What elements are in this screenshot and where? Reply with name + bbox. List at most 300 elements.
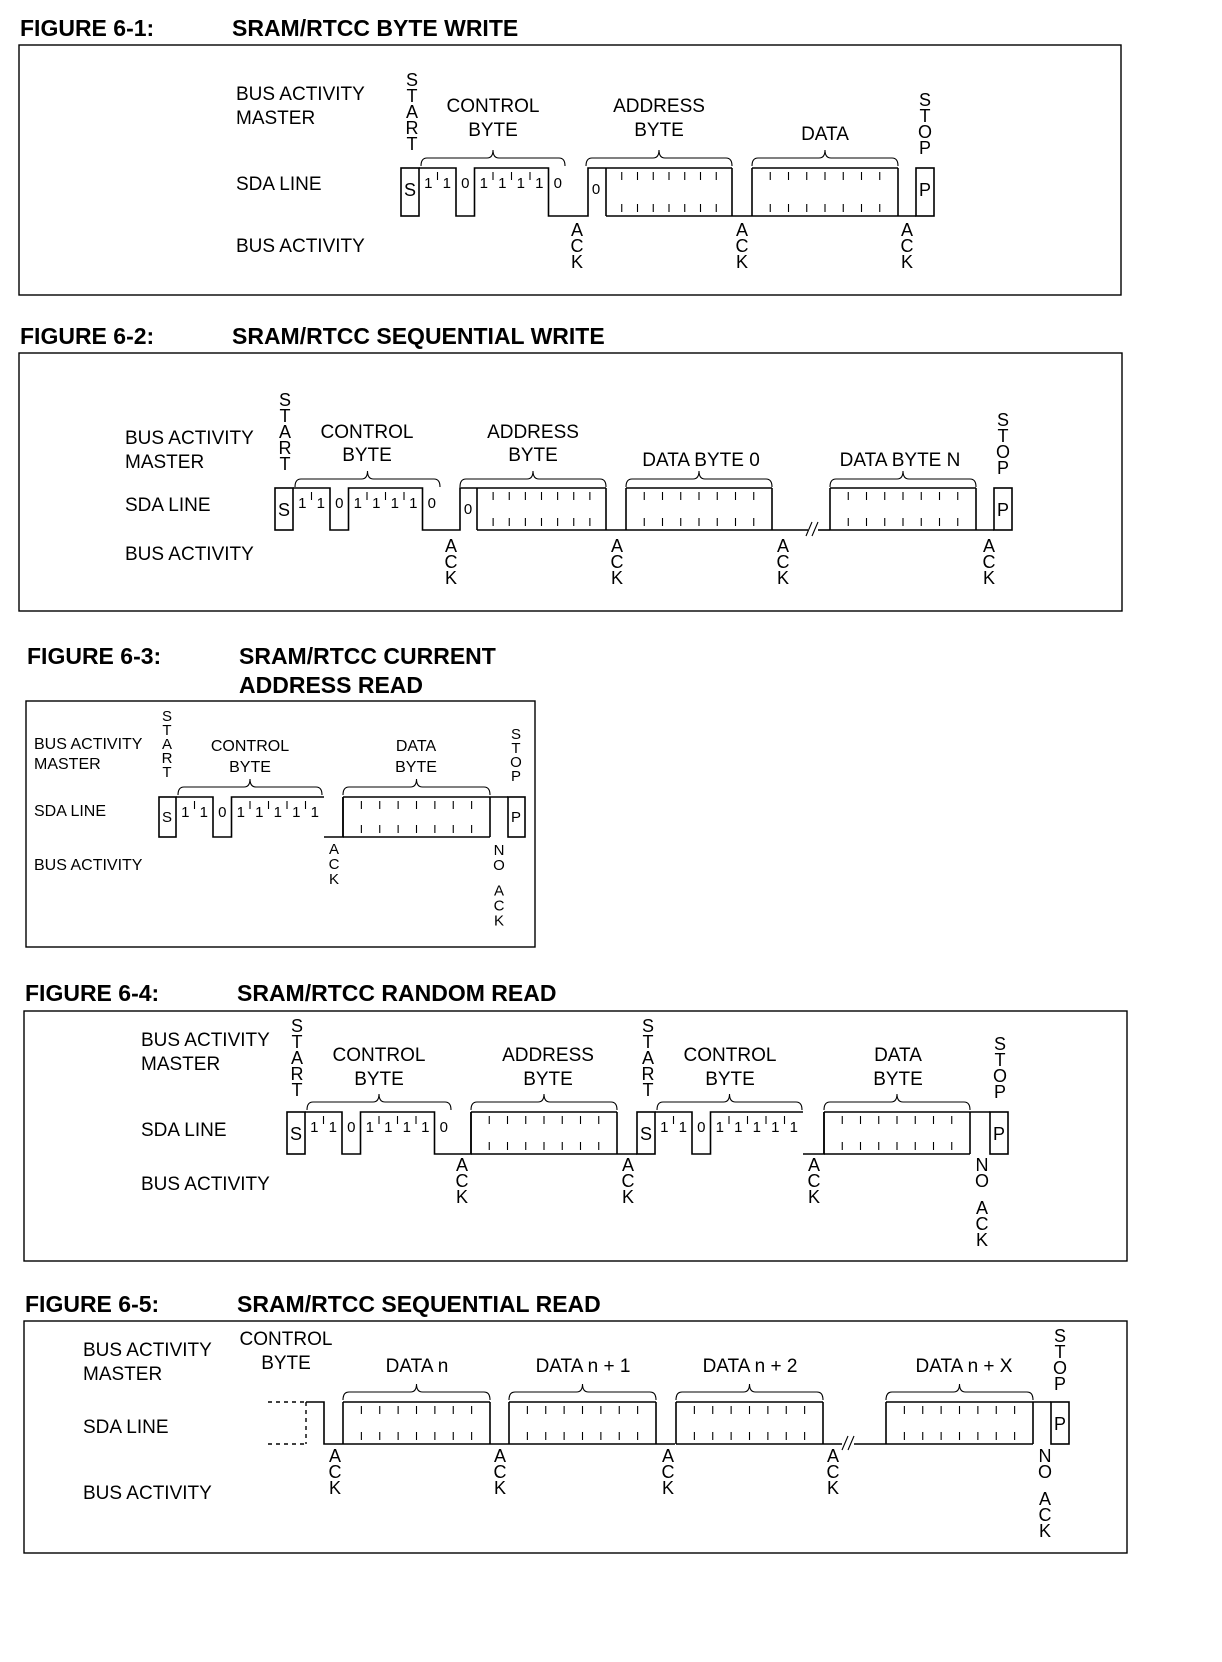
ack-label-letter: A: [661, 1446, 675, 1466]
bit-label: 1: [365, 1119, 374, 1136]
data-byte-0-label: DATA BYTE 0: [642, 450, 760, 471]
stop-label-letter: P: [993, 1082, 1007, 1102]
bit-label: 1: [424, 175, 433, 192]
ack-label-letter: C: [900, 236, 914, 256]
control-byte-waveform: [293, 488, 441, 530]
no-ack-label: [975, 1155, 989, 1250]
row-label-sda-line: SDA LINE: [141, 1120, 227, 1141]
ack-label: [571, 220, 584, 272]
fig-6-4-caption: [25, 980, 556, 1006]
data-brace: [343, 1384, 490, 1400]
row-label-bus-activity-master: MASTER: [83, 1364, 163, 1385]
start-box-letter: S: [161, 809, 173, 826]
break-marks: [806, 522, 818, 536]
figure-number: FIGURE 6-3:: [27, 643, 162, 669]
data-byte: [343, 1402, 490, 1444]
no-label-letter: O: [493, 857, 505, 874]
ack-label-letter: C: [1038, 1505, 1052, 1526]
ack-label-letter: K: [493, 912, 505, 930]
stop-box-letter: P: [992, 1124, 1006, 1144]
stop-box-letter: P: [996, 500, 1010, 520]
control-label: CONTROL: [332, 1045, 426, 1066]
ack-label-letter: C: [444, 552, 458, 572]
bit-label: 0: [591, 181, 601, 198]
ack-label-letter: C: [776, 552, 790, 572]
no-label-letter: N: [1038, 1446, 1052, 1466]
data-brace: [509, 1384, 656, 1400]
fig-6-1-diagram: [19, 45, 1121, 295]
bit-label: 1: [752, 1119, 761, 1136]
address-byte: [477, 488, 606, 530]
ack-label-letter: A: [735, 220, 749, 240]
stop-box-letter: P: [918, 180, 932, 200]
stop-label-letter: P: [1053, 1374, 1067, 1394]
address-label: ADDRESS: [613, 96, 705, 117]
figure-title: SRAM/RTCC SEQUENTIAL WRITE: [232, 323, 605, 349]
ack-label: [777, 536, 790, 588]
start-label: [406, 70, 419, 154]
figure-title: SRAM/RTCC SEQUENTIAL READ: [237, 1291, 601, 1317]
bit-label: 1: [789, 1119, 798, 1136]
start-label-letter: T: [291, 1080, 303, 1100]
control-label: BYTE: [261, 1353, 311, 1374]
ack-label-letter: A: [975, 1198, 989, 1219]
stop-label: [510, 726, 522, 785]
bit-label: 1: [421, 1119, 430, 1136]
control-label: CONTROL: [446, 96, 540, 117]
stop-label-letter: T: [511, 740, 521, 757]
start-label-letter: T: [279, 406, 291, 426]
ack-label-letter: C: [621, 1171, 635, 1191]
address-byte-brace: [586, 150, 732, 166]
fig-6-2-diagram: [19, 353, 1122, 611]
bit-label: 1: [328, 1119, 337, 1136]
control-byte-brace: [295, 471, 440, 487]
bit-label: 1: [516, 175, 525, 192]
ack-label-letter: K: [900, 252, 914, 272]
control-byte-brace: [178, 779, 322, 795]
stop-label-letter: T: [997, 426, 1009, 446]
stop-label-letter: O: [1052, 1358, 1068, 1378]
ack-label-letter: A: [621, 1155, 635, 1175]
data-brace: [343, 779, 490, 795]
ack-label-letter: A: [444, 536, 458, 556]
data-brace: [824, 1094, 970, 1110]
stop-label-letter: O: [992, 1066, 1008, 1086]
start-label-letter: A: [405, 102, 419, 122]
control-label: CONTROL: [683, 1045, 777, 1066]
control-byte-waveform: [176, 797, 324, 837]
row-label-bus-activity-master: MASTER: [141, 1054, 221, 1075]
bit-label: 1: [479, 175, 488, 192]
ack-label: [622, 1155, 635, 1207]
start-label: [279, 390, 292, 474]
ack-label: [329, 1446, 342, 1498]
ack-label-letter: A: [455, 1155, 469, 1175]
data-byte: [752, 168, 898, 216]
bit-label: 1: [402, 1119, 411, 1136]
stop-label-letter: O: [510, 754, 522, 771]
ack-label: [983, 536, 996, 588]
row-label-bus-activity: BUS ACTIVITY: [236, 236, 365, 257]
control-byte-brace: [421, 150, 565, 166]
bit-label: 0: [335, 495, 344, 512]
bit-label: 1: [353, 495, 362, 512]
ack-label-letter: K: [610, 568, 624, 588]
bit-label: 1: [384, 1119, 393, 1136]
bit-label: 1: [660, 1119, 669, 1136]
figure-title: ADDRESS READ: [239, 672, 424, 698]
control-byte-waveform: [655, 1112, 803, 1154]
ack-slot: [803, 1112, 824, 1154]
start-label-letter: R: [278, 438, 292, 458]
no-label-letter: O: [1037, 1462, 1053, 1482]
ack-label-letter: C: [455, 1171, 469, 1191]
stop-label-letter: P: [918, 138, 932, 158]
bit-label: 1: [678, 1119, 687, 1136]
bit-label: 1: [298, 495, 307, 512]
row-label-bus-activity-master: BUS ACTIVITY: [141, 1030, 270, 1051]
ack-label-letter: C: [570, 236, 584, 256]
start-label-letter: T: [291, 1032, 303, 1052]
start-box-letter: S: [277, 500, 291, 520]
ack-label-letter: K: [444, 568, 458, 588]
ack-label-letter: K: [621, 1187, 635, 1207]
fig-6-5-caption: [25, 1291, 601, 1317]
ack-label: [976, 1198, 989, 1250]
bit-label: 0: [553, 175, 562, 192]
ack-label-letter: K: [328, 871, 340, 888]
stop-box-letter: P: [510, 809, 522, 826]
bit-label: 0: [461, 175, 470, 192]
ack-label-letter: C: [328, 856, 340, 873]
start-label-letter: T: [279, 454, 291, 474]
bit-label: 1: [535, 175, 544, 192]
row-label-bus-activity: BUS ACTIVITY: [125, 544, 254, 565]
ack-label-letter: A: [900, 220, 914, 240]
stop-label-letter: P: [996, 458, 1010, 478]
ack-label-letter: C: [493, 897, 505, 915]
row-label-bus-activity-master: BUS ACTIVITY: [83, 1340, 212, 1361]
ack-label: [1039, 1489, 1052, 1541]
stop-label-letter: T: [1054, 1342, 1066, 1362]
figure-title: SRAM/RTCC RANDOM READ: [237, 980, 557, 1006]
control-byte-waveform: [305, 1112, 453, 1154]
start-label-letter: A: [290, 1048, 304, 1068]
address-byte: [471, 1112, 617, 1154]
ack-label-letter: K: [975, 1230, 989, 1251]
stop-label: [918, 90, 932, 158]
ack-slot: [306, 1402, 343, 1444]
start-label: [162, 708, 173, 781]
data-byte: [676, 1402, 823, 1444]
ack-label-letter: A: [610, 536, 624, 556]
figure-frame: [19, 353, 1122, 611]
no-label: [975, 1155, 989, 1191]
control-label: BYTE: [342, 445, 392, 466]
ack-label-letter: C: [826, 1462, 840, 1482]
ack-label-letter: C: [807, 1171, 821, 1191]
row-label-bus-activity-master: BUS ACTIVITY: [236, 84, 365, 105]
data-label: DATA n + 1: [535, 1356, 631, 1377]
ack-label-letter: C: [735, 236, 749, 256]
data-label: DATA n + 2: [702, 1356, 798, 1377]
bit-label: 1: [236, 804, 245, 821]
data-label: BYTE: [395, 759, 437, 776]
ack-label-letter: A: [493, 882, 505, 900]
fig-6-2-caption: [20, 323, 605, 349]
control-label: CONTROL: [210, 738, 290, 755]
start-label-letter: R: [161, 750, 173, 767]
stop-label-letter: P: [510, 768, 522, 785]
data-label: DATA: [801, 124, 849, 145]
start-label-letter: T: [406, 86, 418, 106]
bit-label: 1: [181, 804, 190, 821]
control-label: BYTE: [354, 1069, 404, 1090]
stop-label-letter: S: [996, 410, 1010, 430]
ack-label: [456, 1155, 469, 1207]
no-label-letter: N: [493, 842, 505, 859]
start-box-letter: S: [289, 1124, 303, 1144]
stop-label-letter: S: [1053, 1326, 1067, 1346]
start-label-letter: S: [278, 390, 292, 410]
ack-label-letter: C: [328, 1462, 342, 1482]
ack-label-letter: A: [776, 536, 790, 556]
row-label-sda-line: SDA LINE: [125, 495, 211, 516]
ack-label-letter: C: [975, 1214, 989, 1235]
ack-label-letter: K: [328, 1478, 342, 1498]
address-label: BYTE: [508, 445, 558, 466]
bit-label: 1: [273, 804, 282, 821]
start-label-letter: A: [161, 736, 173, 753]
bit-label: 1: [409, 495, 418, 512]
restart-label-letter: S: [641, 1016, 655, 1036]
bit-label: 0: [463, 501, 473, 518]
figure-number: FIGURE 6-4:: [25, 980, 160, 1006]
control-label: CONTROL: [239, 1329, 333, 1350]
fig-6-3-diagram: [26, 701, 535, 947]
stop-label: [993, 1034, 1007, 1102]
ack-slot: [324, 797, 343, 837]
figure-title: SRAM/RTCC CURRENT: [239, 643, 496, 669]
ack-label-letter: C: [661, 1462, 675, 1482]
data-byte-0: [626, 488, 772, 530]
fig-6-3-caption: [27, 643, 496, 698]
ack-label-letter: A: [1038, 1489, 1052, 1510]
data-label: DATA n: [385, 1356, 449, 1377]
ack-label-letter: A: [982, 536, 996, 556]
start-label: [291, 1016, 304, 1100]
stop-label: [1053, 1326, 1067, 1394]
stop-label-letter: O: [917, 122, 933, 142]
bit-label: 1: [372, 495, 381, 512]
ack-label: [808, 1155, 821, 1207]
data-brace: [886, 1384, 1033, 1400]
figure-number: FIGURE 6-2:: [20, 323, 155, 349]
address-label: BYTE: [634, 120, 684, 141]
address-byte: [606, 168, 732, 216]
restart-label-letter: A: [641, 1048, 655, 1068]
start-label-letter: A: [278, 422, 292, 442]
control-byte-brace: [307, 1094, 451, 1110]
ack-label-letter: A: [328, 841, 340, 858]
ack-label-letter: A: [807, 1155, 821, 1175]
control-byte-waveform: [419, 168, 567, 216]
start-label-letter: S: [161, 708, 173, 725]
bit-label: 1: [310, 804, 319, 821]
ack-label: [827, 1446, 840, 1498]
start-label-letter: R: [405, 118, 419, 138]
data-byte-0-brace: [626, 471, 772, 487]
start-label-letter: S: [405, 70, 419, 90]
data-label: BYTE: [873, 1069, 923, 1090]
bit-label: 1: [715, 1119, 724, 1136]
start-label-letter: S: [290, 1016, 304, 1036]
bit-label: 1: [316, 495, 325, 512]
address-byte-brace: [471, 1094, 617, 1110]
bit-label: 1: [390, 495, 399, 512]
start-label-letter: T: [162, 764, 172, 781]
ack-label: [494, 1446, 507, 1498]
ack-label-letter: A: [570, 220, 584, 240]
bit-label: 0: [697, 1119, 706, 1136]
ack-label: [445, 536, 458, 588]
no-label: [493, 842, 505, 874]
address-label: ADDRESS: [487, 422, 579, 443]
address-byte-brace: [460, 471, 606, 487]
ack-label-letter: K: [807, 1187, 821, 1207]
ack-label-letter: K: [1038, 1521, 1052, 1542]
ack-label-letter: C: [982, 552, 996, 572]
bit-label: 1: [199, 804, 208, 821]
start-label-letter: T: [162, 722, 172, 739]
address-label: ADDRESS: [502, 1045, 594, 1066]
bit-label: 0: [439, 1119, 448, 1136]
stop-label: [996, 410, 1010, 478]
ack-label-letter: A: [493, 1446, 507, 1466]
control-byte-2-brace: [657, 1094, 802, 1110]
bit-label: 1: [255, 804, 264, 821]
ack-slot: [453, 1112, 471, 1154]
stop-label-letter: T: [994, 1050, 1006, 1070]
data-byte-n-brace: [830, 471, 976, 487]
row-label-bus-activity: BUS ACTIVITY: [83, 1483, 212, 1504]
data-byte: [824, 1112, 970, 1154]
data-label: DATA: [874, 1045, 922, 1066]
ack-label: [901, 220, 914, 272]
no-label-letter: O: [974, 1171, 990, 1191]
figure-title: SRAM/RTCC BYTE WRITE: [232, 15, 519, 41]
no-label-letter: N: [975, 1155, 989, 1175]
data-byte-n-label: DATA BYTE N: [839, 450, 961, 471]
restart-box-letter: S: [639, 1124, 653, 1144]
bit-label: 1: [442, 175, 451, 192]
data-byte: [509, 1402, 656, 1444]
data-byte: [886, 1402, 1033, 1444]
restart-label: [642, 1016, 655, 1100]
row-label-bus-activity-master: BUS ACTIVITY: [34, 736, 143, 753]
ack-label: [736, 220, 749, 272]
stop-label-letter: O: [995, 442, 1011, 462]
stop-label-letter: T: [919, 106, 931, 126]
bit-label: 1: [771, 1119, 780, 1136]
row-label-bus-activity-master: MASTER: [125, 452, 205, 473]
bit-label: 1: [734, 1119, 743, 1136]
row-label-bus-activity: BUS ACTIVITY: [34, 857, 143, 874]
ack-label-letter: K: [493, 1478, 507, 1498]
bit-label: 0: [347, 1119, 356, 1136]
address-label: BYTE: [523, 1069, 573, 1090]
data-brace: [752, 150, 898, 166]
data-brace: [676, 1384, 823, 1400]
ack-label-letter: K: [982, 568, 996, 588]
restart-label-letter: R: [641, 1064, 655, 1084]
row-label-bus-activity: BUS ACTIVITY: [141, 1174, 270, 1195]
data-byte: [343, 797, 490, 837]
data-byte-n: [830, 488, 976, 530]
data-label: DATA n + X: [915, 1356, 1013, 1377]
figure-number: FIGURE 6-1:: [20, 15, 155, 41]
bit-label: 1: [498, 175, 507, 192]
ack-label: [662, 1446, 675, 1498]
ack-label: [494, 883, 505, 930]
data-label: DATA: [395, 738, 437, 755]
row-label-bus-activity-master: MASTER: [34, 756, 101, 773]
row-label-bus-activity-master: MASTER: [236, 108, 316, 129]
restart-label-letter: T: [642, 1032, 654, 1052]
row-label-bus-activity-master: BUS ACTIVITY: [125, 428, 254, 449]
fig-6-5-diagram: [24, 1321, 1127, 1553]
bit-label: 0: [218, 804, 227, 821]
ack-label-letter: C: [493, 1462, 507, 1482]
no-label: [1038, 1446, 1052, 1482]
start-box-letter: S: [403, 180, 417, 200]
ack-label-letter: K: [735, 252, 749, 272]
break-marks: [842, 1436, 854, 1450]
stop-label-letter: S: [510, 726, 522, 743]
no-ack-label: [1038, 1446, 1052, 1541]
ack-label-letter: K: [826, 1478, 840, 1498]
ack-label-letter: K: [455, 1187, 469, 1207]
ack-label-letter: A: [328, 1446, 342, 1466]
stop-box-letter: P: [1053, 1414, 1067, 1434]
ack-label: [329, 841, 340, 888]
stop-label-letter: S: [993, 1034, 1007, 1054]
row-label-sda-line: SDA LINE: [236, 174, 322, 195]
restart-label-letter: T: [642, 1080, 654, 1100]
control-label: BYTE: [705, 1069, 755, 1090]
row-label-sda-line: SDA LINE: [34, 803, 107, 820]
bit-label: 1: [310, 1119, 319, 1136]
bit-label: 0: [427, 495, 436, 512]
no-ack-label: [493, 842, 505, 930]
ack-label: [611, 536, 624, 588]
figure-number: FIGURE 6-5:: [25, 1291, 160, 1317]
ack-label-letter: K: [661, 1478, 675, 1498]
fig-6-4-diagram: [24, 1011, 1127, 1261]
start-label-letter: R: [290, 1064, 304, 1084]
start-label-letter: T: [406, 134, 418, 154]
bit-label: 1: [292, 804, 301, 821]
ack-label-letter: A: [826, 1446, 840, 1466]
stop-label-letter: S: [918, 90, 932, 110]
control-label: BYTE: [468, 120, 518, 141]
row-label-sda-line: SDA LINE: [83, 1417, 169, 1438]
fig-6-1-caption: [20, 15, 518, 41]
ack-label-letter: C: [610, 552, 624, 572]
control-label: CONTROL: [320, 422, 414, 443]
ack-label-letter: K: [776, 568, 790, 588]
